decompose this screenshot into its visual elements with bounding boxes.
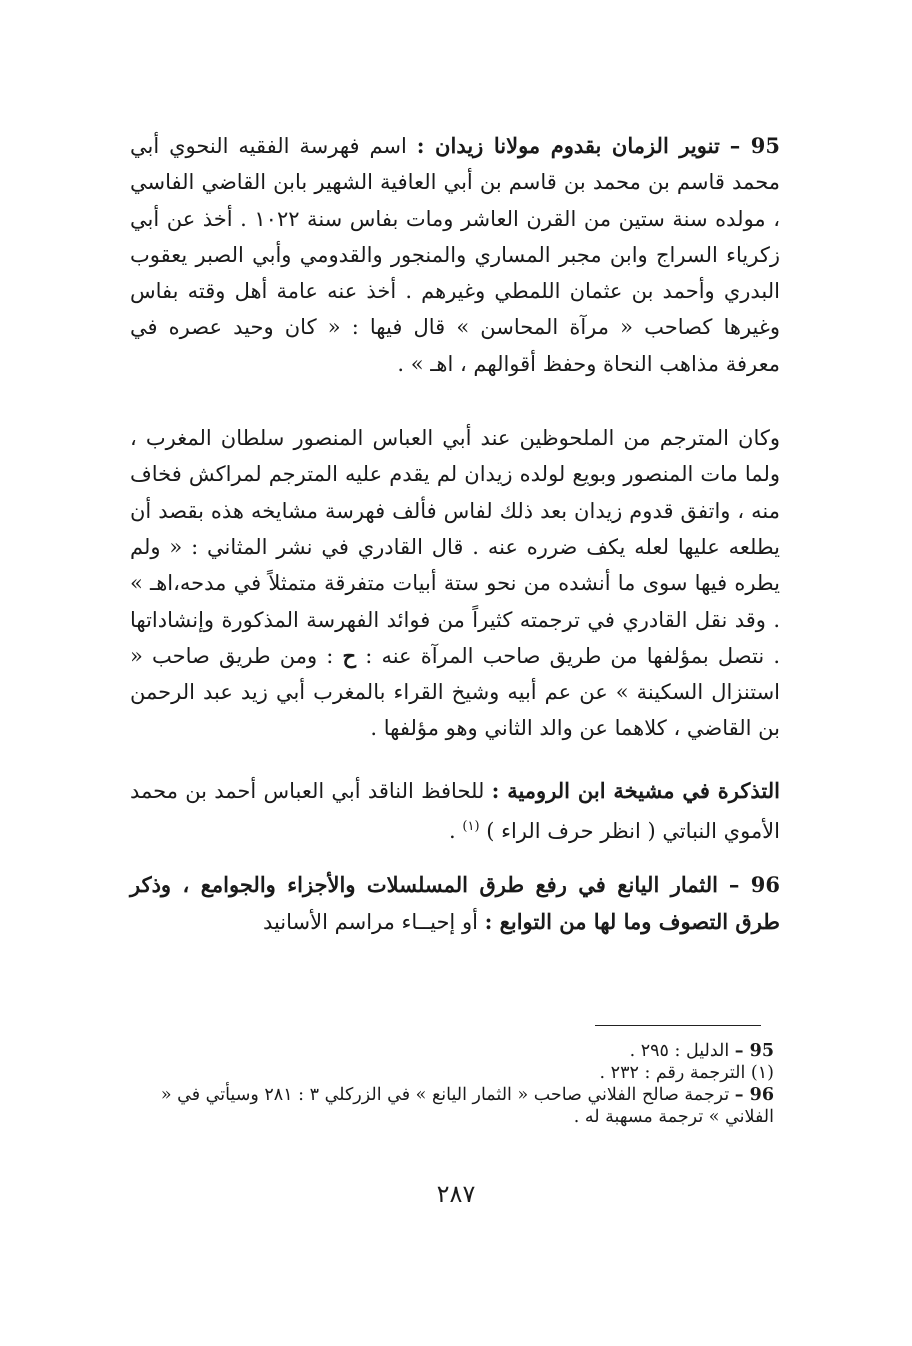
footnote-text: الدليل : ٢٩٥ . [629, 1041, 730, 1061]
footnote-95 [134, 1040, 774, 1062]
footnote-text: ترجمة صالح الفلاني صاحب « الثمار اليانع » في الزركلي ٣ : ٢٨١ وسيأتي في « الفلاني » ترجمة مسهبة له . [160, 1085, 774, 1127]
footnote-1 [134, 1062, 774, 1084]
paragraph-text: وكان المترجم من الملحوظين عند أبي العباس المنصور سلطان المغرب ، ولما مات المنصور وبويع لولده زيدان لم يقدم عليه المترجم لمراكش فخاف منه ، واتفق قدوم زيدان بعد ذلك لفاس فألف فهرسة مشايخه هذه بقصد أن يطلعه عليها لعله يكف ضرره عنه . قال القادري في نشر المثاني : « ولم يطره فيها سوى ما أنشده من نحو ستة أبيات متفرقة متمثلاً في مدحه،اهـ » . وقد نقل القادري في ترجمته كثيراً من فوائد الفهرسة المذكورة وإنشاداتها . نتصل بمؤلفها من طريق صاحب المرآة عنه : [130, 426, 780, 668]
entry-number: 96 – [728, 872, 781, 898]
entry-number: 95 – [729, 133, 780, 158]
entry-95 [130, 128, 780, 382]
footnote-text: (١) الترجمة رقم : ٢٣٢ . [599, 1063, 774, 1083]
footnote-96 [134, 1084, 774, 1128]
entry-end: . [449, 819, 463, 844]
entry-title: تنوير الزمان بقدوم مولانا زيدان : [416, 133, 720, 158]
entry-body: اسم فهرسة الفقيه النحوي أبي محمد قاسم بن محمد بن قاسم بن أبي العافية الشهير بابن القاضي الفاسي ، مولده سنة ستين من القرن العاشر ومات بفاس سنة ١٠٢٢ . أخذ عن أبي زكرياء السراج وابن مجبر المساري والمنجور والقدومي وأبي الصبر يعقوب البدري وأحمد بن عثمان اللمطي وغيرهم . أخذ عنه عامة أهل وقته بفاس وغيرها كصاحب « مرآة المحاسن » قال فيها : « كان وحيد عصره في معرفة مذاهب النحاة وحفظ أقوالهم ، اهـ » . [130, 134, 780, 376]
entry-body: أو إحيــاء مراسم الأسانيد [262, 909, 478, 934]
entry-body: للحافظ الناقد أبي العباس أحمد بن محمد الأموي النباتي ( انظر حرف الراء ) [130, 778, 780, 844]
page-number: ٢٨٧ [436, 1180, 476, 1208]
footnote-divider [595, 1025, 761, 1026]
symbol-ha: ح [342, 642, 357, 668]
footnote-reference: (١) [462, 819, 480, 835]
entry-96 [130, 867, 780, 940]
main-text [130, 128, 780, 940]
entry-tadhkira [130, 773, 780, 850]
footnote-number: 96 – [734, 1085, 774, 1105]
paragraph-biography [130, 420, 780, 747]
entry-title: الثمار اليانع في رفع طرق المسلسلات والأجزاء والجوامع ، وذكر طرق التصوف وما لها من التوابع : [130, 872, 780, 934]
footnote-number: 95 – [734, 1041, 774, 1061]
footnotes [134, 1040, 774, 1128]
paragraph-text-continued: : ومن طريق صاحب « استنزال السكينة » عن عم أبيه وشيخ القراء بالمغرب أبي زيد عبد الرحمن بن القاضي ، كلاهما عن والد الثاني وهو مؤلفها . [130, 643, 780, 741]
entry-title: التذكرة في مشيخة ابن الرومية : [491, 777, 780, 803]
